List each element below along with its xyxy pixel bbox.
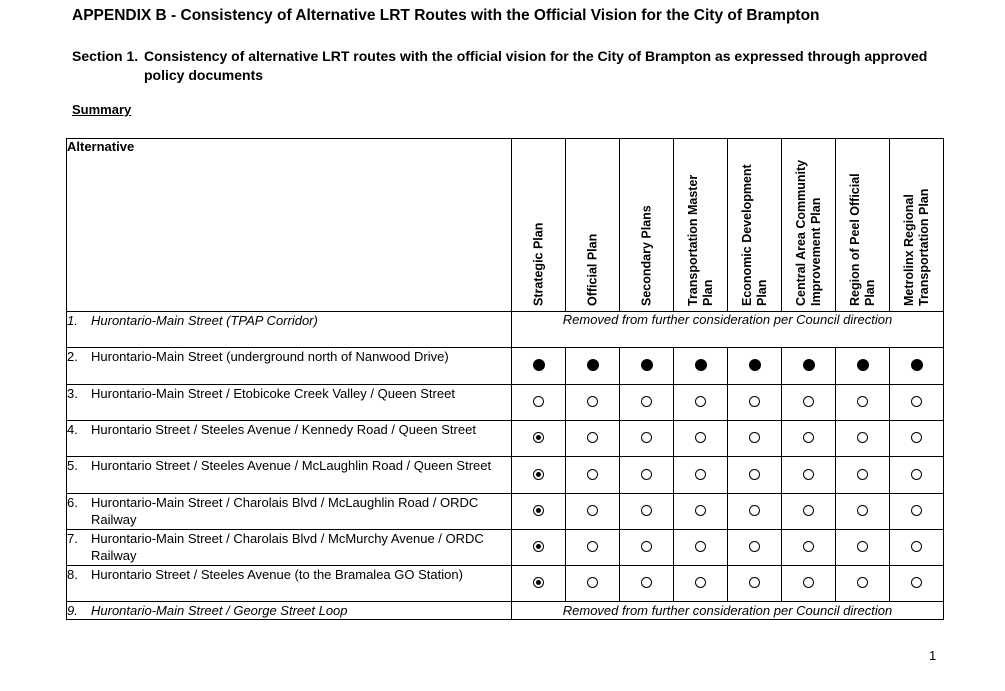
plan-column-header (890, 139, 944, 312)
alternative-column-header: Alternative (67, 139, 512, 312)
empty-circle-icon (587, 577, 598, 588)
empty-circle-icon (911, 577, 922, 588)
document-title: APPENDIX B - Consistency of Alternative LRT Routes with the Official Vision for the City of Brampton (72, 7, 820, 24)
empty-circle-icon (749, 396, 760, 407)
consistency-cell (890, 566, 944, 602)
table-row (67, 348, 944, 385)
empty-circle-icon (641, 505, 652, 516)
filled-circle-icon (695, 359, 707, 371)
consistency-cell (674, 494, 728, 530)
empty-circle-icon (587, 432, 598, 443)
plan-column-header (782, 139, 836, 312)
consistency-cell (836, 348, 890, 385)
dotted-circle-icon (533, 577, 544, 588)
consistency-cell (620, 566, 674, 602)
consistency-cell (674, 385, 728, 421)
empty-circle-icon (911, 541, 922, 552)
consistency-cell (512, 494, 566, 530)
summary-label: Summary (72, 102, 132, 117)
consistency-cell (512, 421, 566, 457)
consistency-cell (512, 566, 566, 602)
consistency-cell (728, 457, 782, 494)
plan-header-label: Economic Development Plan (739, 164, 769, 306)
alternative-label: Hurontario-Main Street / Etobicoke Creek Valley / Queen Street (91, 386, 455, 401)
filled-circle-icon (803, 359, 815, 371)
consistency-cell (512, 348, 566, 385)
empty-circle-icon (911, 505, 922, 516)
empty-circle-icon (641, 396, 652, 407)
consistency-cell (620, 494, 674, 530)
table-row (67, 530, 944, 566)
table-row (67, 494, 944, 530)
removed-note: Removed from further consideration per Council direction (512, 602, 944, 620)
consistency-cell (728, 494, 782, 530)
empty-circle-icon (695, 396, 706, 407)
table-row (67, 566, 944, 602)
consistency-cell (728, 348, 782, 385)
alternative-cell (67, 348, 512, 385)
consistency-cell (728, 385, 782, 421)
consistency-cell (728, 530, 782, 566)
filled-circle-icon (533, 359, 545, 371)
plan-header-label: Strategic Plan (531, 222, 545, 306)
alternative-cell (67, 421, 512, 457)
consistency-cell (782, 566, 836, 602)
page-number: 1 (929, 648, 937, 663)
plan-header-label: Secondary Plans (639, 205, 653, 306)
consistency-cell (566, 421, 620, 457)
consistency-cell (782, 385, 836, 421)
alternative-label: Hurontario-Main Street / Charolais Blvd / McMurchy Avenue / ORDC Railway (91, 531, 484, 563)
consistency-cell (890, 530, 944, 566)
dotted-circle-icon (533, 541, 544, 552)
consistency-cell (836, 385, 890, 421)
alternative-cell (67, 566, 512, 602)
empty-circle-icon (641, 469, 652, 480)
dotted-circle-icon (533, 432, 544, 443)
consistency-table (66, 138, 944, 620)
plan-column-header (512, 139, 566, 312)
table-row (67, 457, 944, 494)
empty-circle-icon (911, 432, 922, 443)
empty-circle-icon (641, 432, 652, 443)
section-number: Section 1. (72, 48, 139, 64)
table-row (67, 421, 944, 457)
alternative-label: Hurontario-Main Street / Charolais Blvd / McLaughlin Road / ORDC Railway (91, 495, 479, 527)
plan-column-header (674, 139, 728, 312)
section-text: Consistency of alternative LRT routes with the official vision for the City of Brampton as expressed through approved policy documents (144, 48, 928, 83)
consistency-cell (836, 530, 890, 566)
empty-circle-icon (803, 396, 814, 407)
consistency-cell (566, 348, 620, 385)
table-row (67, 312, 944, 348)
consistency-cell (512, 385, 566, 421)
consistency-cell (674, 530, 728, 566)
empty-circle-icon (749, 505, 760, 516)
consistency-cell (728, 566, 782, 602)
dotted-circle-icon (533, 505, 544, 516)
consistency-cell (512, 457, 566, 494)
alternative-number: 9. (67, 603, 78, 618)
filled-circle-icon (587, 359, 599, 371)
plan-header-label: Transportation Master Plan (685, 174, 715, 306)
plan-column-header (566, 139, 620, 312)
empty-circle-icon (587, 469, 598, 480)
empty-circle-icon (857, 396, 868, 407)
consistency-cell (836, 457, 890, 494)
table-row (67, 602, 944, 620)
alternative-number: 7. (67, 531, 78, 546)
filled-circle-icon (911, 359, 923, 371)
empty-circle-icon (749, 541, 760, 552)
dotted-circle-icon (533, 469, 544, 480)
empty-circle-icon (857, 505, 868, 516)
consistency-cell (782, 494, 836, 530)
empty-circle-icon (587, 541, 598, 552)
consistency-cell (782, 348, 836, 385)
consistency-cell (620, 385, 674, 421)
alternative-label: Hurontario Street / Steeles Avenue / McLaughlin Road / Queen Street (91, 458, 492, 473)
plan-header-label: Central Area Community Improvement Plan (793, 159, 823, 306)
alternative-label: Hurontario-Main Street (TPAP Corridor) (91, 313, 318, 328)
alternative-number: 2. (67, 349, 78, 364)
empty-circle-icon (911, 469, 922, 480)
consistency-cell (728, 421, 782, 457)
empty-circle-icon (587, 396, 598, 407)
empty-circle-icon (749, 432, 760, 443)
filled-circle-icon (641, 359, 653, 371)
empty-circle-icon (695, 541, 706, 552)
empty-circle-icon (695, 577, 706, 588)
empty-circle-icon (749, 469, 760, 480)
consistency-cell (620, 421, 674, 457)
alternative-cell (67, 602, 512, 620)
consistency-cell (674, 566, 728, 602)
alternative-label: Hurontario Street / Steeles Avenue / Kennedy Road / Queen Street (91, 422, 476, 437)
consistency-cell (890, 421, 944, 457)
alternative-cell (67, 385, 512, 421)
plan-header-label: Official Plan (585, 233, 599, 306)
consistency-cell (512, 530, 566, 566)
consistency-cell (566, 566, 620, 602)
table-header-row (67, 139, 944, 312)
alternative-number: 4. (67, 422, 78, 437)
section-heading (72, 47, 952, 85)
empty-circle-icon (803, 577, 814, 588)
empty-circle-icon (533, 396, 544, 407)
table-row (67, 385, 944, 421)
alternative-cell (67, 530, 512, 566)
empty-circle-icon (857, 469, 868, 480)
consistency-cell (836, 421, 890, 457)
alternative-cell (67, 312, 512, 348)
empty-circle-icon (695, 505, 706, 516)
consistency-cell (890, 457, 944, 494)
alternative-cell (67, 457, 512, 494)
consistency-cell (566, 530, 620, 566)
empty-circle-icon (695, 432, 706, 443)
empty-circle-icon (641, 577, 652, 588)
empty-circle-icon (587, 505, 598, 516)
alternative-number: 3. (67, 386, 78, 401)
consistency-cell (782, 530, 836, 566)
empty-circle-icon (857, 577, 868, 588)
consistency-cell (566, 385, 620, 421)
alternative-label: Hurontario Street / Steeles Avenue (to the Bramalea GO Station) (91, 567, 463, 582)
empty-circle-icon (857, 541, 868, 552)
empty-circle-icon (911, 396, 922, 407)
removed-note: Removed from further consideration per Council direction (512, 312, 944, 348)
empty-circle-icon (803, 432, 814, 443)
plan-column-header (728, 139, 782, 312)
consistency-cell (674, 421, 728, 457)
consistency-cell (890, 494, 944, 530)
filled-circle-icon (857, 359, 869, 371)
consistency-cell (620, 530, 674, 566)
alternative-number: 6. (67, 495, 78, 510)
alternative-number: 1. (67, 313, 78, 328)
consistency-cell (890, 385, 944, 421)
alternative-number: 5. (67, 458, 78, 473)
empty-circle-icon (695, 469, 706, 480)
alternative-label: Hurontario-Main Street / George Street Loop (91, 603, 348, 618)
plan-header-label: Metrolinx Regional Transportation Plan (901, 188, 931, 306)
alternative-cell (67, 494, 512, 530)
empty-circle-icon (803, 541, 814, 552)
consistency-cell (620, 348, 674, 385)
empty-circle-icon (749, 577, 760, 588)
consistency-cell (836, 566, 890, 602)
empty-circle-icon (641, 541, 652, 552)
consistency-cell (674, 457, 728, 494)
consistency-cell (620, 457, 674, 494)
consistency-cell (890, 348, 944, 385)
filled-circle-icon (749, 359, 761, 371)
consistency-cell (782, 421, 836, 457)
plan-column-header (620, 139, 674, 312)
empty-circle-icon (803, 505, 814, 516)
alternative-label: Hurontario-Main Street (underground north of Nanwood Drive) (91, 349, 449, 364)
consistency-cell (674, 348, 728, 385)
consistency-cell (566, 457, 620, 494)
empty-circle-icon (803, 469, 814, 480)
plan-column-header (836, 139, 890, 312)
plan-header-label: Region of Peel Official Plan (847, 173, 877, 306)
empty-circle-icon (857, 432, 868, 443)
consistency-cell (782, 457, 836, 494)
consistency-cell (836, 494, 890, 530)
alternative-number: 8. (67, 567, 78, 582)
consistency-cell (566, 494, 620, 530)
